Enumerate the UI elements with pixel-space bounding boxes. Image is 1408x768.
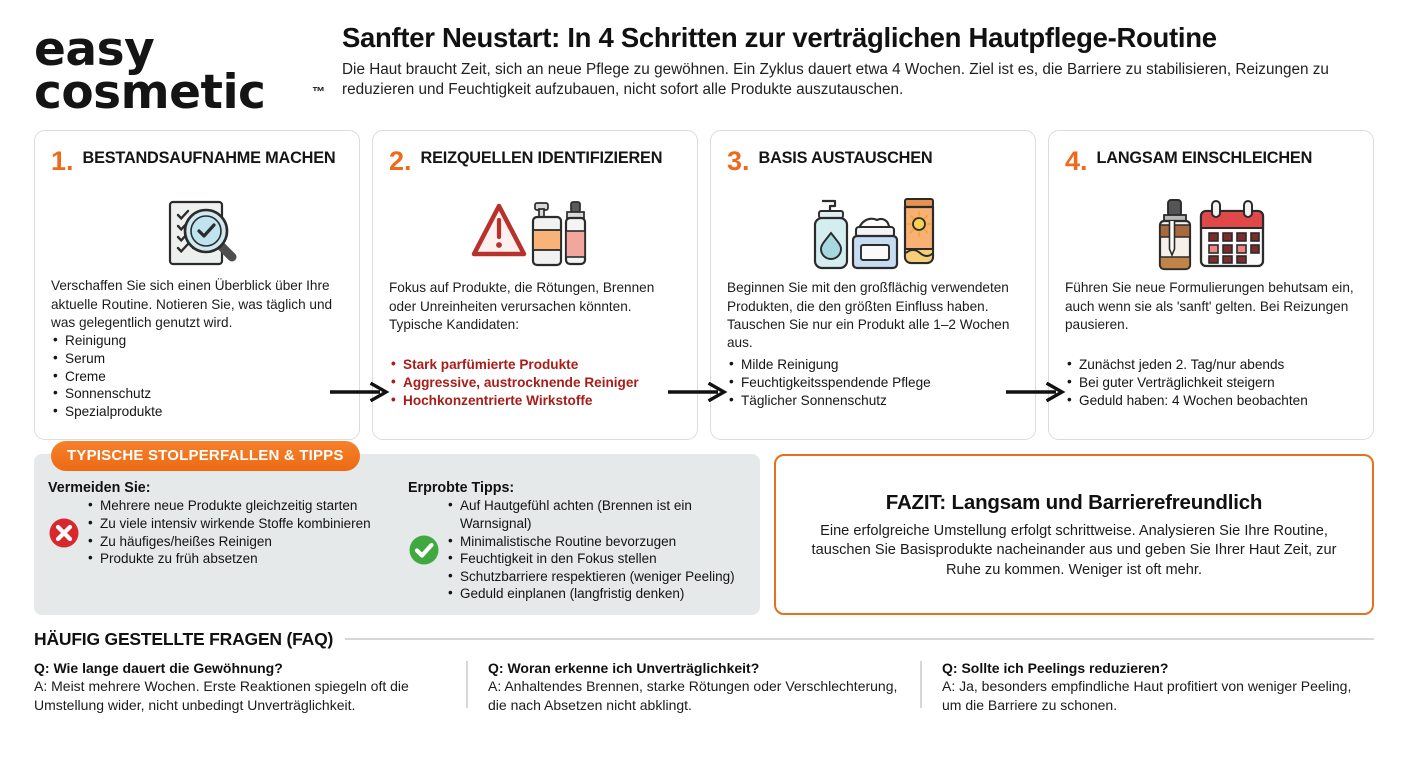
- list-item: • Zu häufiges/heißes Reinigen: [86, 533, 400, 551]
- pitfalls-columns: [48, 480, 746, 602]
- list-item: • Geduld einplanen (langfristig denken): [446, 585, 746, 603]
- tips-body: [408, 497, 746, 602]
- faq-columns: [34, 659, 1374, 714]
- list-item: • Bei guter Verträglichkeit steigern: [1065, 374, 1357, 392]
- step-number: 1.: [51, 146, 74, 177]
- step-list-wrap: [389, 356, 681, 425]
- middle-row: [0, 440, 1408, 614]
- clipboard-magnifier-icon: [51, 199, 343, 269]
- list-item: • Reinigung: [51, 332, 343, 350]
- avoid-column: [48, 480, 400, 602]
- list-item: • Geduld haben: 4 Wochen beobachten: [1065, 392, 1357, 410]
- list-item: • Milde Reinigung: [727, 356, 1019, 374]
- faq-section: [0, 615, 1408, 714]
- faq-question: Q: Sollte ich Peelings reduzieren?: [942, 659, 1169, 676]
- trademark-symbol: ™: [312, 84, 325, 99]
- step-list-wrap: [727, 356, 1019, 425]
- list-item: • Aggressive, austrocknende Reiniger: [389, 374, 681, 392]
- faq-column-divider: [920, 661, 922, 708]
- brand-logo-line1: easy: [34, 22, 155, 77]
- faq-column-divider: [466, 661, 468, 708]
- faq-answer: A: Meist mehrere Wochen. Erste Reaktionen spiegeln oft die Umstellung wider, nicht unbedingt Unverträglichkeit.: [34, 678, 409, 713]
- faq-answer: A: Anhaltendes Brennen, starke Rötungen oder Verschlechterung, die nach Absetzen nicht abklingt.: [488, 678, 898, 713]
- step-card-3-head: [727, 147, 1019, 195]
- list-item: • Spezialprodukte: [51, 403, 343, 421]
- step-number: 4.: [1065, 146, 1088, 177]
- step-list-wrap: [51, 332, 343, 437]
- dropper-calendar-icon: [1065, 199, 1357, 271]
- list-item: • Serum: [51, 350, 343, 368]
- tips-column: [408, 480, 746, 602]
- step-description: Beginnen Sie mit den großflächig verwendeten Produkten, die den größten Einfluss haben. Tauschen Sie nur ein Produkt alle 1–2 Wochen aus.: [727, 280, 1010, 351]
- step-title: BESTANDSAUFNAHME MACHEN: [82, 149, 336, 168]
- tips-heading: Erprobte Tipps:: [408, 480, 515, 497]
- warning-bottles-icon: [389, 199, 681, 271]
- list-item: • Feuchtigkeit in den Fokus stellen: [446, 550, 746, 568]
- header: [0, 0, 1408, 121]
- green-check-icon: [408, 534, 440, 566]
- list-item: • Creme: [51, 368, 343, 386]
- arrow-step-1-to-2-icon: [330, 382, 392, 402]
- brand-logo-line2: cosmetic: [34, 65, 266, 121]
- pitfalls-badge: TYPISCHE STOLPERFALLEN & TIPPS: [51, 441, 360, 471]
- list-item: • Zunächst jeden 2. Tag/nur abends: [1065, 356, 1357, 374]
- list-item: • Auf Hautgefühl achten (Brennen ist ein Warnsignal): [446, 497, 746, 532]
- faq-title: HÄUFIG GESTELLTE FRAGEN (FAQ): [34, 628, 334, 649]
- step-list: [727, 356, 1019, 409]
- fazit-body: Eine erfolgreiche Umstellung erfolgt schrittweise. Analysieren Sie Ihre Routine, tauschen Sie Basisprodukte nacheinander aus und geben Sie Ihrer Haut Zeit, zur Ruhe zu kommen. Weniger ist oft mehr.: [811, 522, 1337, 578]
- list-item: • Schutzbarriere respektieren (weniger Peeling): [446, 568, 746, 586]
- list-item: • Produkte zu früh absetzen: [86, 550, 400, 568]
- avoid-list: [86, 497, 400, 567]
- step-card-1: [34, 130, 360, 440]
- step-list: [389, 356, 681, 409]
- step-description: Führen Sie neue Formulierungen behutsam ein, auch wenn sie als 'sanft' gelten. Bei Reizungen pausieren.: [1065, 280, 1354, 332]
- list-item: • Minimalistische Routine bevorzugen: [446, 533, 746, 551]
- faq-question: Q: Wie lange dauert die Gewöhnung?: [34, 659, 283, 676]
- avoid-heading: Vermeiden Sie:: [48, 480, 151, 497]
- fazit-panel: [774, 454, 1374, 614]
- page-subtitle: Die Haut braucht Zeit, sich an neue Pflege zu gewöhnen. Ein Zyklus dauert etwa 4 Wochen. Ziel ist es, die Barriere zu stabilisieren, Reizungen zu reduzieren und Feuchtigkeit aufzubauen, nicht sofort alle Produkte auszutauschen.: [342, 60, 1329, 98]
- list-item: • Sonnenschutz: [51, 385, 343, 403]
- faq-question: Q: Woran erkenne ich Unverträglichkeit?: [488, 659, 760, 676]
- step-list-wrap: [1065, 356, 1357, 425]
- faq-header: [34, 629, 1374, 650]
- step-number: 2.: [389, 146, 412, 177]
- page-title: Sanfter Neustart: In 4 Schritten zur verträglichen Hautpflege-Routine: [342, 22, 1217, 53]
- faq-answer: A: Ja, besonders empfindliche Haut profitiert von weniger Peeling, um die Barriere zu schonen.: [942, 678, 1352, 713]
- list-item: • Täglicher Sonnenschutz: [727, 392, 1019, 410]
- step-card-4-head: [1065, 147, 1357, 195]
- list-item: • Stark parfümierte Produkte: [389, 356, 681, 374]
- pitfalls-panel: [34, 447, 760, 614]
- step-card-2: [372, 130, 698, 440]
- step-title: BASIS AUSTAUSCHEN: [758, 149, 933, 168]
- list-item: • Zu viele intensiv wirkende Stoffe kombinieren: [86, 515, 400, 533]
- header-text: [334, 22, 1374, 100]
- step-title: LANGSAM EINSCHLEICHEN: [1096, 149, 1313, 168]
- red-cross-icon: [48, 517, 80, 549]
- step-number: 3.: [727, 146, 750, 177]
- faq-item-3: [920, 659, 1374, 714]
- avoid-body: [48, 497, 400, 567]
- step-description: Verschaffen Sie sich einen Überblick über Ihre aktuelle Routine. Notieren Sie, was täglich und was gelegentlich genutzt wird.: [51, 278, 333, 330]
- faq-item-1: [34, 659, 466, 714]
- faq-item-2: [466, 659, 920, 714]
- step-card-2-head: [389, 147, 681, 195]
- list-item: • Hochkonzentrierte Wirkstoffe: [389, 392, 681, 410]
- step-description: Fokus auf Produkte, die Rötungen, Brennen oder Unreinheiten verursachen könnten. Typische Kandidaten:: [389, 280, 655, 332]
- step-card-4: [1048, 130, 1374, 440]
- step-list: [51, 332, 343, 421]
- brand-logo: [34, 22, 334, 121]
- arrow-step-3-to-4-icon: [1006, 382, 1068, 402]
- faq-divider: [345, 638, 1374, 640]
- arrow-step-2-to-3-icon: [668, 382, 730, 402]
- step-card-1-head: [51, 147, 343, 195]
- list-item: • Mehrere neue Produkte gleichzeitig starten: [86, 497, 400, 515]
- step-card-3: [710, 130, 1036, 440]
- list-item: • Feuchtigkeitsspendende Pflege: [727, 374, 1019, 392]
- cleanser-cream-sunscreen-icon: [727, 199, 1019, 271]
- fazit-title: FAZIT: Langsam und Barrierefreundlich: [885, 490, 1263, 514]
- step-title: REIZQUELLEN IDENTIFIZIEREN: [420, 149, 663, 168]
- tips-list: [446, 497, 746, 602]
- steps-row: [0, 114, 1408, 440]
- step-list: [1065, 356, 1357, 409]
